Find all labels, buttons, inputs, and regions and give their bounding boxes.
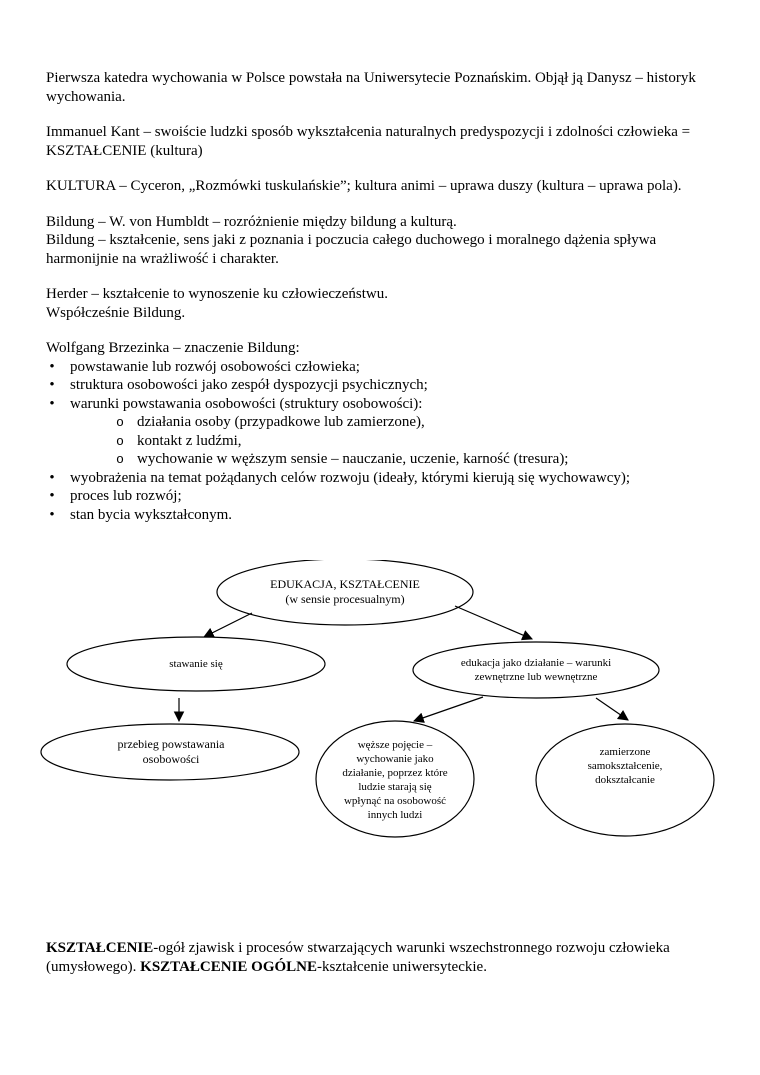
paragraph: KULTURA – Cyceron, „Rozmówki tuskulańskie”; kultura animi – uprawa duszy (kultura – uprawa pola). <box>46 178 682 194</box>
bullet-icon: • <box>49 488 55 504</box>
sub-list-item: o działania osoby (przypadkowe lub zamierzone), <box>46 413 714 432</box>
paragraph-line: Bildung – W. von Humbldt – rozróżnienie między bildung a kulturą. <box>46 213 457 230</box>
node-label: zewnętrzne lub wewnętrzne <box>474 671 598 683</box>
node-label: zamierzone <box>599 746 651 758</box>
paragraph: Immanuel Kant – swoiście ludzki sposób wykształcenia naturalnych predyspozycji i zdolności człowieka = KSZTAŁCENIE (kultura) <box>46 124 691 159</box>
node-label: EDUKACJA, KSZTAŁCENIE <box>270 577 420 591</box>
left-node <box>96 648 296 680</box>
list-item: • warunki powstawania osobowości (struktury osobowości): <box>46 395 714 414</box>
paragraph-line: Współcześnie Bildung. <box>46 304 186 321</box>
definition: -kształcenie uniwersyteckie. <box>317 958 487 975</box>
left-child-node <box>60 732 282 772</box>
arrow-right-mid <box>414 697 483 721</box>
sub-list-item: o wychowanie w węższym sensie – nauczanie, uczenie, karność (tresura); <box>46 450 714 469</box>
definition: -ogół zjawisk i procesów stwarzających warunki wszechstronnego rozwoju człowieka (umysłowego). <box>46 940 670 975</box>
node-label: stawanie się <box>169 658 223 670</box>
bullet-icon: • <box>49 469 55 486</box>
body-text <box>46 69 714 524</box>
arrow-root-right <box>455 606 532 639</box>
paragraph: Pierwsza katedra wychowania w Polsce powstała na Uniwersytecie Poznańskim. Objął ją Danysz – historyk wychowania. <box>46 70 696 105</box>
term: KSZTAŁCENIE <box>46 940 154 956</box>
circle-bullet-icon: o <box>116 432 124 448</box>
bullet-list <box>46 358 714 414</box>
bullet-icon: • <box>49 395 55 412</box>
bullet-icon: • <box>49 377 55 393</box>
concept-diagram <box>0 560 760 860</box>
paragraph-line: Herder – kształcenie to wynoszenie ku człowieczeństwu. <box>46 286 388 302</box>
list-item: • stan bycia wykształconym. <box>46 506 714 525</box>
right-child-node <box>560 740 690 792</box>
node-label: osobowości <box>142 752 200 766</box>
node-label: wpłynąć na osobowość <box>343 795 447 807</box>
list-item: • proces lub rozwój; <box>46 487 714 506</box>
node-label: działanie, poprzez które <box>342 767 448 779</box>
mid-child-node <box>326 734 464 826</box>
term: KSZTAŁCENIE OGÓLNE <box>140 958 318 975</box>
node-label: (w sensie procesualnym) <box>285 592 405 606</box>
bullet-icon: • <box>49 506 55 523</box>
node-label: przebieg powstawania <box>117 737 225 751</box>
sub-list <box>46 413 714 469</box>
paragraph <box>46 213 714 269</box>
node-label: ludzie starają się <box>358 781 432 793</box>
circle-bullet-icon: o <box>116 451 124 466</box>
node-label: innych ludzi <box>367 809 423 821</box>
node-label: edukacja jako działanie – warunki <box>460 657 612 669</box>
node-label: samokształcenie, <box>587 760 663 772</box>
bullet-list <box>46 469 714 525</box>
paragraph <box>46 285 714 322</box>
node-label: dokształcanie <box>595 774 655 786</box>
list-heading: Wolfgang Brzezinka – znaczenie Bildung: <box>46 340 300 356</box>
paragraph-line: Bildung – kształcenie, sens jaki z poznania i poczucia całego duchowego i moralnego dążenia spływa harmonijnie na wrażliwość i charakter. <box>46 232 657 267</box>
list-item: • wyobrażenia na temat pożądanych celów rozwoju (ideały, którymi kierują się wychowawcy); <box>46 469 714 488</box>
arrow-right-right <box>596 698 628 720</box>
node-label: węższe pojęcie – <box>357 739 433 751</box>
right-node <box>420 650 652 690</box>
list-item: • struktura osobowości jako zespół dyspozycji psychicznych; <box>46 376 714 395</box>
circle-bullet-icon: o <box>116 414 124 429</box>
list-item: • powstawanie lub rozwój osobowości człowieka; <box>46 358 714 377</box>
root-node <box>225 566 465 618</box>
node-label: wychowanie jako <box>356 753 434 765</box>
bullet-icon: • <box>49 358 55 375</box>
definitions-paragraph <box>46 939 714 976</box>
sub-list-item: o kontakt z ludźmi, <box>46 432 714 451</box>
